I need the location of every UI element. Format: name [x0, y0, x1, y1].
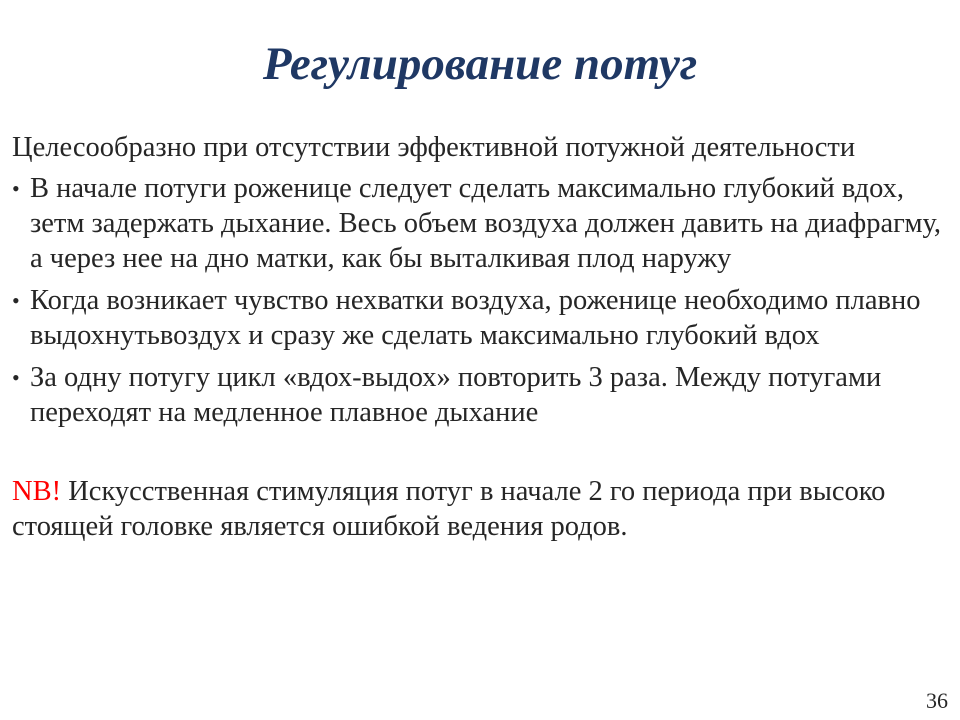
nb-note: [12, 474, 952, 544]
bullet-text: В начале потуги роженице следует сделать максимально глубокий вдох, зетм задержать дыхание. Весь объем воздуха должен давить на диафрагму, а через нее на дно матки, как бы выталкивая плод наружу: [30, 173, 942, 274]
list-item: [12, 171, 952, 276]
bullet-text: За одну потугу цикл «вдох-выдох» повторить 3 раза. Между потугами переходят на медленное плавное дыхание: [30, 362, 882, 428]
slide-body: [12, 130, 952, 544]
nb-label: NB!: [12, 476, 62, 507]
page-number: 36: [926, 688, 948, 713]
bullet-icon: •: [12, 176, 20, 201]
list-item: [12, 360, 952, 430]
bullet-list: [12, 171, 952, 430]
intro-text: Целесообразно при отсутствии эффективной потужной деятельности: [12, 132, 856, 163]
nb-text: Искусственная стимуляция потуг в начале 2 го периода при высоко стоящей головке является ошибкой ведения родов.: [12, 476, 886, 542]
slide-title: Регулирование потуг: [262, 38, 698, 90]
bullet-text: Когда возникает чувство нехватки воздуха, роженице необходимо плавно выдохнутьвоздух и сразу же сделать максимально глубокий вдох: [30, 285, 921, 351]
bullet-icon: •: [12, 365, 20, 390]
list-item: [12, 283, 952, 353]
bullet-icon: •: [12, 288, 20, 313]
